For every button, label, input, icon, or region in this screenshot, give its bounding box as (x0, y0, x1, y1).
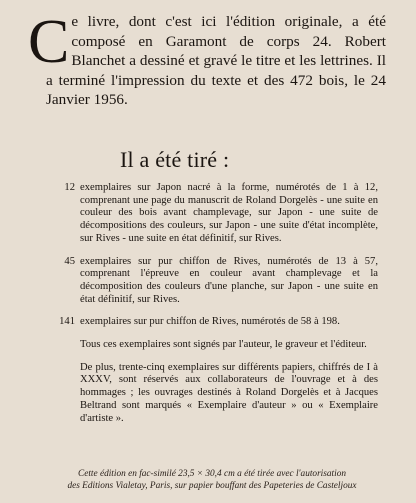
drop-cap-letter: C (28, 8, 70, 76)
entry-text: exemplaires sur pur chiffon de Rives, numérotés de 13 à 57, comprenant l'épreuve en couleur avant champlevage et la décomposition des couleurs d'une planche, sur Japon - une suite en état définitif, sur Rives. (80, 255, 378, 305)
signature-note: Tous ces exemplaires sont signés par l'auteur, le graveur et l'éditeur. (80, 339, 367, 351)
print-run-heading: Il a été tiré : (120, 147, 230, 172)
footer-line: Cette édition en fac-similé 23,5 × 30,4 cm a été tirée avec l'autorisation (78, 469, 346, 479)
print-run-entry (40, 182, 378, 246)
colophon-text (28, 8, 386, 110)
hors-commerce-note: De plus, trente-cinq exemplaires sur différents papiers, chiffrés de I à XXXV, sont réservés aux collaborateurs de l'ouvrage et à des hommages ; les ouvrages destinés à Roland Dorgelès et à Jacques Beltrand sont marqués « Exemplaire d'auteur » ou « Exemplaire d'artiste ». (80, 361, 378, 424)
print-run-entry (40, 316, 378, 329)
facsimile-footer (32, 468, 392, 492)
footer-line: des Editions Vialetay, Paris, sur papier bouffant des Papeteries de Casteljoux (67, 481, 357, 491)
entry-text: exemplaires sur Japon nacré à la forme, numérotés de 1 à 12, comprenant une page du manuscrit de Roland Dorgelès - une suite en couleur des bois avant champlevage, sur Japon - une suite de décompositions des couleurs, sur Japon - une suite d'état incomplète, sur Rives - une suite en état définitif, sur Rives. (80, 182, 378, 244)
print-run-list (40, 182, 378, 435)
colophon-paragraph: e livre, dont c'est ici l'édition originale, a été composé en Garamont de corps 24. Robert Blanchet a dessiné et gravé le titre et les lettrines. Il a terminé l'impression du texte et des 472 bois, le 24 Janvier 1956. (46, 13, 386, 108)
print-run-entry (40, 256, 378, 307)
entry-count: 12 (64, 182, 75, 193)
entry-count: 141 (59, 316, 75, 328)
entry-text: exemplaires sur pur chiffon de Rives, numérotés de 58 à 198. (80, 316, 340, 328)
entry-count: 45 (64, 255, 75, 267)
